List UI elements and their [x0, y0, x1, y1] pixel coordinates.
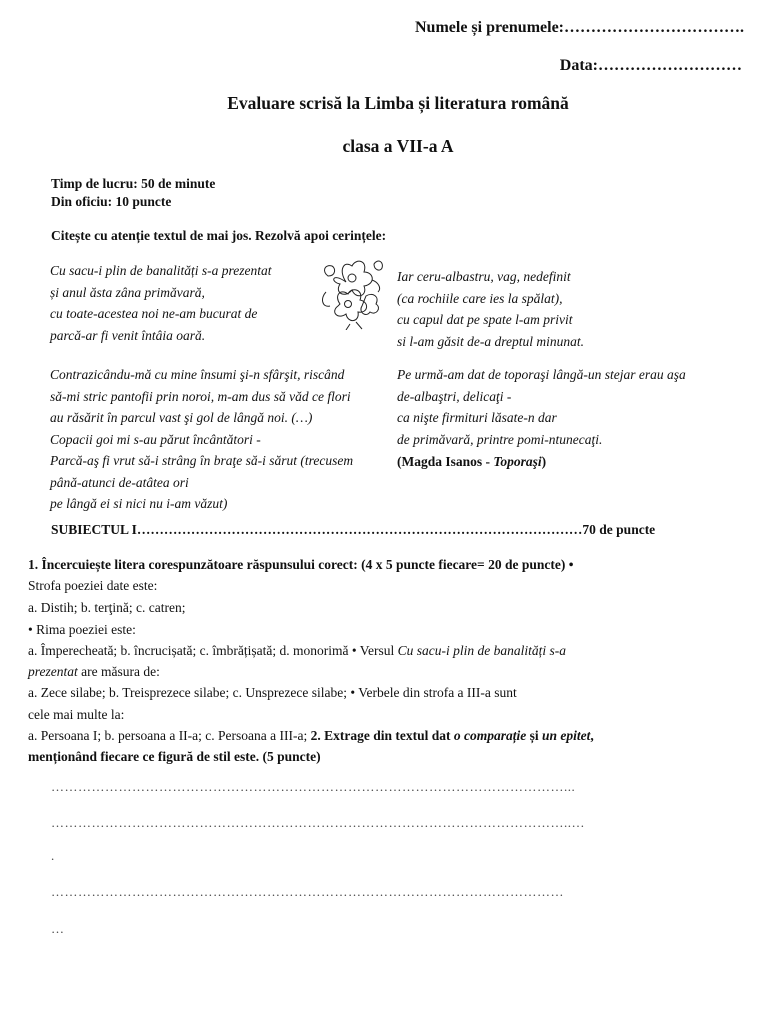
poem-stanza-1	[50, 260, 271, 346]
poem-line: până-atunci de-atâtea ori	[50, 474, 189, 490]
instruction-text: Citește cu atenție textul de mai jos. Rezolvă apoi cerințele:	[51, 228, 387, 243]
attribution-title: Toporaşi	[493, 454, 542, 469]
class-subtitle: clasa a VII-a A	[342, 136, 454, 156]
poem-line: cu toate-acestea noi ne-am bucurat de	[50, 306, 258, 321]
poem-line: si l-am găsit de-a dreptul minunat.	[397, 333, 584, 349]
subject-heading	[51, 522, 741, 538]
work-time: Timp de lucru: 50 de minute	[51, 176, 216, 191]
question-line: a. Distih; b. terţină; c. catren;	[28, 600, 186, 615]
poem-stanza-4	[397, 364, 686, 450]
poem-line: și anul ăsta zâna primăvară,	[50, 284, 205, 300]
answer-line[interactable]: .	[51, 848, 55, 863]
poem-line: Copacii goi mi s-au părut încântători -	[50, 431, 261, 447]
answer-line[interactable]: ……………………………………………………………………………………………………...	[51, 779, 576, 794]
answer-line[interactable]: …	[51, 921, 65, 936]
poem-line: pe lângă ei si nici nu i-am văzut)	[50, 496, 228, 511]
subject-points: 70 de puncte	[582, 522, 656, 537]
poem-attribution	[397, 454, 546, 470]
question-line	[28, 643, 566, 659]
poem-line: Pe urmă-am dat de toporaşi lângă-un stejar erau aşa	[397, 367, 686, 382]
term-epitet: un epitet	[542, 728, 591, 743]
poem-line: cu capul dat pe spate l-am privit	[397, 312, 573, 327]
poem-stanza-2	[397, 266, 584, 352]
question-line: a. Zece silabe; b. Treisprezece silabe; c. Unsprezece silabe; • Verbele din strofa a III-a sunt	[28, 685, 517, 700]
date-field-label: Data:………………………	[559, 57, 742, 74]
question-line: cele mai multe la:	[28, 707, 125, 722]
flower-illustration	[316, 252, 386, 330]
subject-label: SUBIECTUL I………………………………………………………………………………………	[51, 522, 583, 537]
poem-line: de-albaştri, delicaţi -	[397, 388, 512, 404]
question-line	[28, 664, 160, 680]
name-field-label: Numele și prenumele:…………………………….	[414, 19, 744, 36]
quoted-verse: Cu sacu-i plin de banalități s-a	[397, 643, 566, 658]
question-line-part: și	[526, 728, 543, 743]
question-line-part: a. Persoana I; b. persoana a II-a; c. Persoana a III-a;	[28, 728, 311, 743]
office-points: Din oficiu: 10 puncte	[51, 194, 172, 209]
poem-line: Cu sacu-i plin de banalități s-a prezentat	[50, 263, 272, 278]
poem-line: să-mi stric pantofii prin noroi, m-am dus să văd ce flori	[50, 388, 351, 404]
poem-line: Parcă-aş fi vrut să-i strâng în braţe să-i sărut (trecusem	[50, 453, 354, 468]
question-line: • Rima poeziei este:	[28, 622, 136, 637]
question-1-text: Încercuiește litera corespunzătoare răspunsului corect: (4 x 5 puncte fiecare= 20 de puncte) •	[41, 557, 574, 572]
question-line-part: are măsura de:	[77, 664, 160, 679]
poem-line: au răsărit în parcul vast şi gol de lângă noi. (…)	[50, 410, 313, 425]
poem-stanza-3	[50, 364, 353, 515]
question-2-text: menționând fiecare ce figură de stil este. (5 puncte)	[28, 749, 321, 764]
attribution-author: (Magda Isanos -	[397, 454, 494, 469]
poem-line: Contrazicându-mă cu mine însumi şi-n sfârşit, riscând	[50, 367, 345, 382]
question-1-heading	[28, 557, 573, 573]
question-2-heading: 2. Extrage din textul dat	[310, 728, 454, 743]
question-line-part: ,	[590, 728, 594, 743]
poem-line: parcă-ar fi venit întâia oară.	[50, 327, 206, 343]
poem-line: de primăvară, printre pomi-ntunecaţi.	[397, 431, 603, 447]
page-title: Evaluare scrisă la Limba și literatura română	[227, 93, 569, 113]
term-comparatie: o comparație	[453, 728, 527, 743]
question-line-part: a. Împerecheată; b. încrucișată; c. îmbrățișată; d. monorimă • Versul	[28, 643, 398, 658]
answer-line[interactable]: ……………………………………………………………………………………………………	[51, 884, 564, 899]
poem-line: (ca rochiile care ies la spălat),	[397, 290, 563, 306]
question-line	[28, 728, 594, 744]
quoted-verse: prezentat	[28, 664, 78, 679]
answer-line[interactable]: ……………………………………………………………………………………………………..…	[51, 815, 585, 830]
question-number: 1.	[28, 557, 42, 572]
poem-line: Iar ceru-albastru, vag, nedefinit	[397, 269, 571, 284]
poem-line: ca nişte firmituri lăsate-n dar	[397, 410, 557, 425]
attribution-close: )	[541, 454, 547, 469]
question-line: Strofa poeziei date este:	[28, 578, 158, 593]
